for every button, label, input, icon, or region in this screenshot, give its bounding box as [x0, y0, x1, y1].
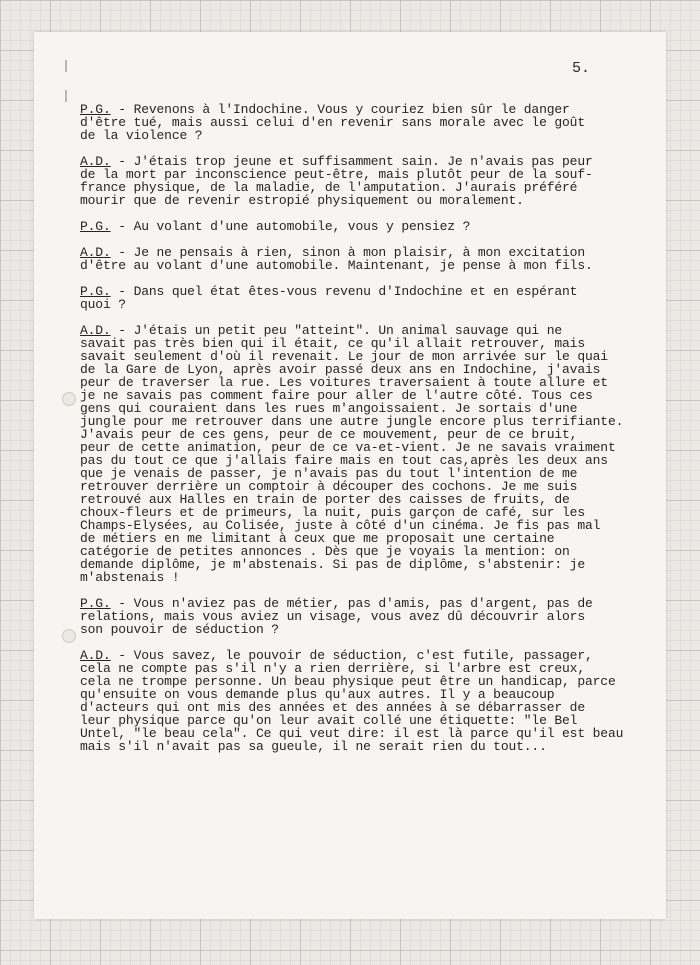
text-line: je ne savais pas comment faire pour aller de l'autre côté. Tous ces	[80, 388, 593, 403]
text-line: de la mort par inconscience peut-être, mais plutôt peur de la souf-	[80, 167, 593, 182]
text-line: relations, mais vous aviez un visage, vous avez dû découvrir alors	[80, 609, 585, 624]
text-line: de la Gare de Lyon, après avoir passé deux ans en Indochine, j'avais	[80, 362, 601, 377]
dialogue-paragraph	[80, 597, 666, 636]
text-line: Untel, "le beau cela". Ce qui veut dire: il est là parce qu'il est beau	[80, 726, 624, 741]
speaker-label: A.D.	[80, 245, 111, 260]
text-line: - Je ne pensais à rien, sinon à mon plaisir, à mon excitation	[110, 245, 585, 260]
text-line: Champs-Elysées, au Colisée, juste à côté d'un cinéma. Je fis pas mal	[80, 518, 601, 533]
text-line: son pouvoir de séduction ?	[80, 622, 279, 637]
text-line: demande diplôme, je m'abstenais. Si pas de diplôme, s'abstenir: je	[80, 557, 585, 572]
text-line: de métiers en me limitant à ceux que me proposait une certaine	[80, 531, 555, 546]
speaker-label: P.G.	[80, 284, 111, 299]
text-line: france physique, de la maladie, de l'amputation. J'aurais préféré	[80, 180, 578, 195]
dialogue-paragraph	[80, 103, 666, 142]
text-line: que je venais de passer, je n'avais pas du tout l'intention de me	[80, 466, 578, 481]
punch-hole	[62, 629, 76, 643]
text-line: - Vous n'aviez pas de métier, pas d'amis, pas d'argent, pas de	[110, 596, 593, 611]
text-line: savait pas très bien qui il était, ce qu'il allait retrouver, mais	[80, 336, 585, 351]
text-line: - J'étais un petit peu "atteint". Un animal sauvage qui ne	[110, 323, 563, 338]
text-line: catégorie de petites annonces . Dès que je voyais la mention: on	[80, 544, 570, 559]
text-line: retrouver derrière un comptoir à découper des cochons. Je me suis	[80, 479, 578, 494]
text-line: cela ne trompe personne. Un beau physique peut être un handicap, parce	[80, 674, 616, 689]
text-line: - Dans quel état êtes-vous revenu d'Indochine et en espérant	[110, 284, 578, 299]
text-line: gens qui couraient dans les rues m'angoissaient. Je sortais d'une	[80, 401, 578, 416]
text-line: choux-fleurs et de primeurs, la nuit, puis garçon de café, sur les	[80, 505, 585, 520]
speaker-label: P.G.	[80, 596, 111, 611]
text-line: mourir que de revenir estropié physiquement ou moralement.	[80, 193, 524, 208]
text-line: - Revenons à l'Indochine. Vous y couriez bien sûr le danger	[110, 102, 570, 117]
text-line: qu'ensuite on vous demande plus qu'aux autres. Il y a beaucoup	[80, 687, 555, 702]
dialogue-paragraph	[80, 324, 666, 584]
text-line: m'abstenais !	[80, 570, 180, 585]
text-line: d'être au volant d'une automobile. Maintenant, je pense à mon fils.	[80, 258, 593, 273]
interview-text	[80, 103, 666, 766]
text-line: de la violence ?	[80, 128, 203, 143]
text-line: mais s'il n'avait pas sa gueule, il ne serait rien du tout...	[80, 739, 547, 754]
text-line: d'être tué, mais aussi celui d'en revenir sans morale avec le goût	[80, 115, 585, 130]
text-line: quoi ?	[80, 297, 126, 312]
speaker-label: P.G.	[80, 102, 111, 117]
speaker-label: A.D.	[80, 648, 111, 663]
text-line: - Vous savez, le pouvoir de séduction, c'est futile, passager,	[110, 648, 593, 663]
staple-mark	[65, 90, 67, 102]
dialogue-paragraph	[80, 155, 666, 207]
text-line: - Au volant d'une automobile, vous y pensiez ?	[110, 219, 471, 234]
speaker-label: A.D.	[80, 154, 111, 169]
text-line: leur physique parce qu'on leur avait collé une étiquette: "le Bel	[80, 713, 578, 728]
text-line: peur de cette animation, peur de ce va-et-vient. Je ne savais vraiment	[80, 440, 616, 455]
dialogue-paragraph	[80, 220, 666, 233]
speaker-label: P.G.	[80, 219, 111, 234]
text-line: cela ne compte pas s'il n'y a rien derrière, si l'arbre est creux,	[80, 661, 585, 676]
dialogue-paragraph	[80, 649, 666, 753]
text-line: savait seulement d'où il revenait. Le jour de mon arrivée sur le quai	[80, 349, 608, 364]
text-line: jungle pour me retrouver dans une autre jungle encore plus terrifiante.	[80, 414, 624, 429]
page-number: 5.	[572, 60, 591, 77]
dialogue-paragraph	[80, 246, 666, 272]
staple-mark	[65, 60, 67, 72]
dialogue-paragraph	[80, 285, 666, 311]
text-line: d'acteurs qui ont mis des années et des années à se débarrasser de	[80, 700, 585, 715]
text-line: retrouvé aux Halles en train de porter des caisses de fruits, de	[80, 492, 570, 507]
speaker-label: A.D.	[80, 323, 111, 338]
text-line: peur de traverser la rue. Les voitures traversaient à toute allure et	[80, 375, 608, 390]
punch-hole	[62, 392, 76, 406]
text-line: - J'étais trop jeune et suffisamment sain. Je n'avais pas peur	[110, 154, 593, 169]
text-line: J'avais peur de ces gens, peur de ce mouvement, peur de ce bruit,	[80, 427, 578, 442]
text-line: pas du tout ce que j'allais faire mais en tout cas,après les deux ans	[80, 453, 608, 468]
